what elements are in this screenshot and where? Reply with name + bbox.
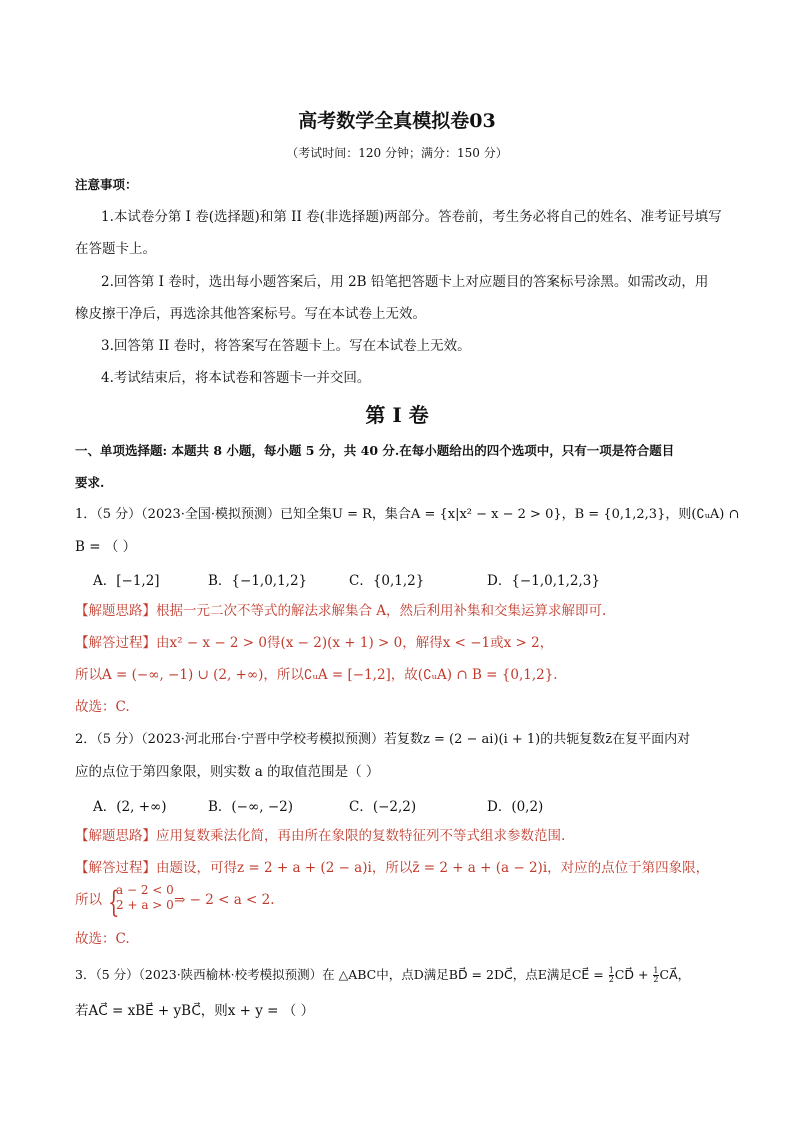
process-text: 由题设，可得z = 2 + a + (2 − a)i，所以z̄ = 2 + a + (a − 2)i，对应的点位于第四象限， — [156, 860, 710, 876]
volume-heading: 第 I 卷 — [365, 403, 429, 427]
process-label: 【解答过程】 — [75, 860, 156, 876]
fraction-half — [609, 967, 614, 984]
q1-option-d: D．{−1,0,1,2,3} — [487, 573, 600, 589]
idea-text: 根据一元二次不等式的解法求解集合 A，然后利用补集和交集运算求解即可. — [156, 603, 607, 619]
question-3-stem — [75, 966, 690, 984]
frac-num: 1 — [653, 966, 659, 975]
q2-process-result: ⇒ − 2 < a < 2. — [174, 892, 275, 908]
notice-line: 3.回答第 II 卷时，将答案写在答题卡上。写在本试卷上无效。 — [101, 338, 471, 354]
fraction-half — [653, 967, 658, 984]
question-2-stem-cont: 应的点位于第四象限，则实数 a 的取值范围是（ ） — [75, 764, 380, 780]
q1-answer: 故选：C. — [75, 699, 130, 715]
q2-idea — [75, 827, 565, 845]
system-brace: { — [108, 885, 120, 920]
exam-info: （考试时间：120 分钟；满分：150 分） — [286, 146, 508, 160]
idea-text: 应用复数乘法化简，再由所在象限的复数特征列不等式组求参数范围. — [156, 828, 566, 844]
q1-process-cont: 所以A = (−∞, −1) ∪ (2, +∞)，所以∁ᵤA = [−1,2]，故(∁ᵤA) ∩ B = {0,1,2}. — [75, 667, 558, 683]
q2-answer: 故选：C. — [75, 931, 130, 947]
question-2-stem: 2．（5 分）（2023·河北邢台·宁晋中学校考模拟预测）若复数z = (2 − ai)(i + 1)的共轭复数z̄在复平面内对 — [75, 732, 691, 747]
q1-idea — [75, 602, 606, 620]
notice-line: 4.考试结束后，将本试卷和答题卡一并交回。 — [101, 370, 371, 386]
idea-label: 【解题思路】 — [75, 828, 156, 844]
q2-option-b: B．(−∞, −2) — [208, 799, 293, 815]
q2-process — [75, 859, 709, 877]
frac-den: 2 — [608, 975, 614, 984]
q2-option-c: C．(−2,2) — [349, 799, 417, 815]
notice-heading: 注意事项： — [75, 177, 138, 192]
system-top: a − 2 < 0 — [116, 883, 174, 897]
question-1-stem-cont: B = （ ） — [75, 539, 137, 555]
notice-line: 2.回答第 I 卷时，选出每小题答案后，用 2B 铅笔把答题卡上对应题目的答案标号涂黑。如需改动，用 — [101, 274, 709, 290]
notice-line: 1.本试卷分第 I 卷(选择题)和第 II 卷(非选择题)两部分。答卷前，考生务必将自己的姓名、准考证号填写 — [101, 209, 722, 225]
notice-line: 在答题卡上。 — [75, 241, 156, 257]
q1-option-c: C．{0,1,2} — [349, 573, 425, 589]
q1-option-b: B．{−1,0,1,2} — [208, 573, 308, 589]
q3-stem-a: 3．（5 分）（2023·陕西榆林·校考模拟预测）在 △ABC中，点D满足BD⃗ = 2DC⃗，点E满足CE⃗ = — [75, 967, 608, 982]
q3-stem-b: CD⃗ + — [614, 967, 653, 982]
q2-process-prefix: 所以 — [75, 892, 102, 908]
system-bottom: 2 + a > 0 — [116, 898, 174, 912]
question-1-stem: 1．（5 分）（2023·全国·模拟预测）已知全集U = R，集合A = {x|x² − x − 2 > 0}，B = {0,1,2,3}，则(∁ᵤA) ∩ — [75, 507, 740, 522]
process-text: 由x² − x − 2 > 0得(x − 2)(x + 1) > 0，解得x < −1或x > 2， — [156, 635, 554, 651]
frac-num: 1 — [608, 966, 614, 975]
q2-option-a: A．(2, +∞) — [93, 799, 167, 815]
q1-process — [75, 634, 553, 652]
section-heading-cont: 要求. — [75, 475, 105, 490]
frac-den: 2 — [653, 975, 659, 984]
notice-line: 橡皮擦干净后，再选涂其他答案标号。写在本试卷上无效。 — [75, 306, 426, 322]
q2-option-d: D．(0,2) — [487, 799, 544, 815]
process-label: 【解答过程】 — [75, 635, 156, 651]
section-heading: 一、单项选择题: 本题共 8 小题，每小题 5 分，共 40 分.在每小题给出的四个选项中，只有一项是符合题目 — [75, 443, 675, 458]
idea-label: 【解题思路】 — [75, 603, 156, 619]
page-title: 高考数学全真模拟卷03 — [298, 110, 496, 132]
question-3-stem-cont: 若AC⃗ = xBE⃗ + yBC⃗，则x + y = （ ） — [75, 1003, 315, 1019]
q1-option-a: A．[−1,2] — [93, 573, 160, 589]
q3-stem-c: CA⃗， — [659, 967, 691, 982]
